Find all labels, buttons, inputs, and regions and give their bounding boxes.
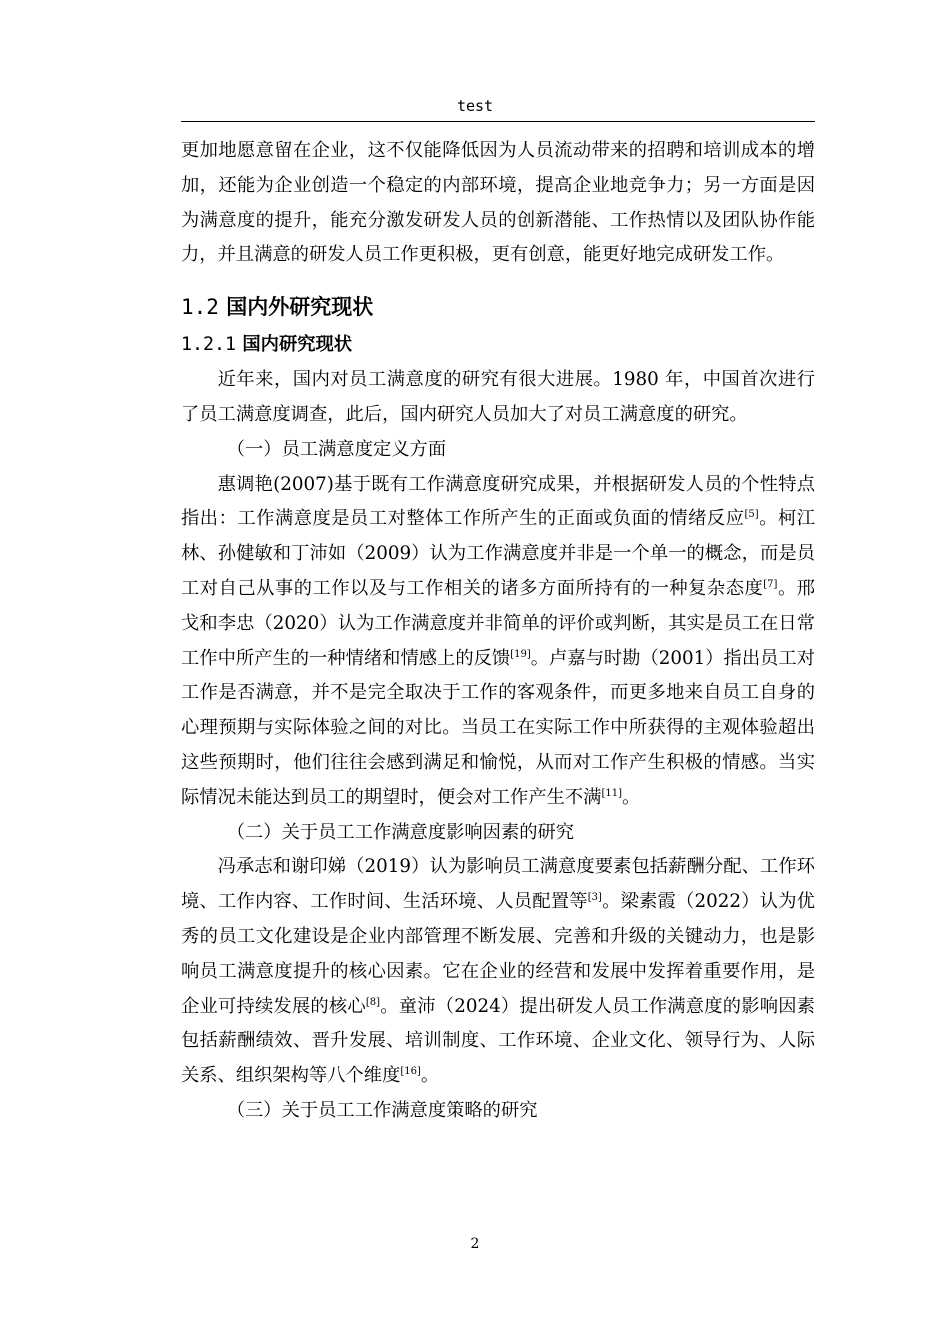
item2-title: （二）关于员工工作满意度影响因素的研究 xyxy=(226,821,575,843)
text-segment: 。 xyxy=(622,786,641,808)
text-segment: 。卢嘉与时勘（2001）指出员工对工作是否满意，并不是完全取决于工作的客观条件，而更多地来自员工自身的心理预期与实际体验之间的对比。当员工在实际工作中所获得的主观体验超出这些预期时，他们往往会感到满足和愉悦，从而对工作产生积极的情感。当实际情况未能达到员工的期望时，便会对工作产生不满 xyxy=(181,647,815,808)
citation: [8] xyxy=(365,996,381,1008)
subsection-heading xyxy=(181,329,815,361)
subsection-number: 1.2.1 xyxy=(181,334,237,356)
section-number: 1.2 xyxy=(181,295,219,320)
paragraph-overview: 近年来，国内对员工满意度的研究有很大进展。1980 年，中国首次进行了员工满意度调查，此后，国内研究人员加大了对员工满意度的研究。 xyxy=(181,369,815,425)
paragraph-intro: 更加地愿意留在企业，这不仅能降低因为人员流动带来的招聘和培训成本的增加，还能为企业创造一个稳定的内部环境，提高企业地竞争力；另一方面是因为满意度的提升，能充分激发研发人员的创新潜能、工作热情以及团队协作能力，并且满意的研发人员工作更积极，更有创意，能更好地完成研发工作。 xyxy=(181,140,815,266)
page-number: 2 xyxy=(470,1236,480,1252)
citation: [16] xyxy=(400,1066,421,1078)
citation: [3] xyxy=(587,892,602,904)
text-segment: 。 xyxy=(420,1065,440,1087)
document-body xyxy=(181,134,815,1129)
citation: [11] xyxy=(601,787,622,799)
subsection-title: 国内研究现状 xyxy=(242,334,353,356)
section-title: 国内外研究现状 xyxy=(226,294,374,320)
citation: [7] xyxy=(763,578,778,590)
text-segment: 冯承志和谢印娣（2019）认为影响员工满意度要素包括薪酬分配、工作环境、工作内容、工作时间、生活环境、人员配置等 xyxy=(181,856,815,913)
text-segment: 。邢戈和李忠（2020）认为工作满意度并非简单的评价或判断，其实是员工在日常工作中所产生的一种情绪和情感上的反馈 xyxy=(181,577,816,669)
paragraph-factors xyxy=(181,850,815,1094)
text-segment: 。柯江林、孙健敏和丁沛如（2009）认为工作满意度并非是一个单一的概念，而是员工对自己从事的工作以及与工作相关的诸多方面所持有的一种复杂态度 xyxy=(181,508,816,599)
citation: [19] xyxy=(510,648,531,660)
text-segment: 惠调艳(2007)基于既有工作满意度研究成果，并根据研发人员的个性特点指出：工作满意度是员工对整体工作所产生的正面或负面的情绪反应 xyxy=(181,473,815,530)
item3-title: （三）关于员工工作满意度策略的研究 xyxy=(226,1099,538,1121)
citation: [5] xyxy=(744,509,759,521)
page-header: test xyxy=(456,97,494,115)
section-heading xyxy=(181,291,815,323)
header-rule xyxy=(181,121,815,122)
text-segment: 。童沛（2024）提出研发人员工作满意度的影响因素包括薪酬绩效、晋升发展、培训制度、工作环境、企业文化、领导行为、人际关系、组织架构等八个维度 xyxy=(181,995,815,1087)
text-segment: 。梁素霞（2022）认为优秀的员工文化建设是企业内部管理不断发展、完善和升级的关键动力，也是影响员工满意度提升的核心因素。它在企业的经营和发展中发挥着重要作用，是企业可持续发展的核心 xyxy=(181,891,816,1017)
item1-title: （一）员工满意度定义方面 xyxy=(226,438,447,460)
paragraph-definition xyxy=(181,468,815,816)
